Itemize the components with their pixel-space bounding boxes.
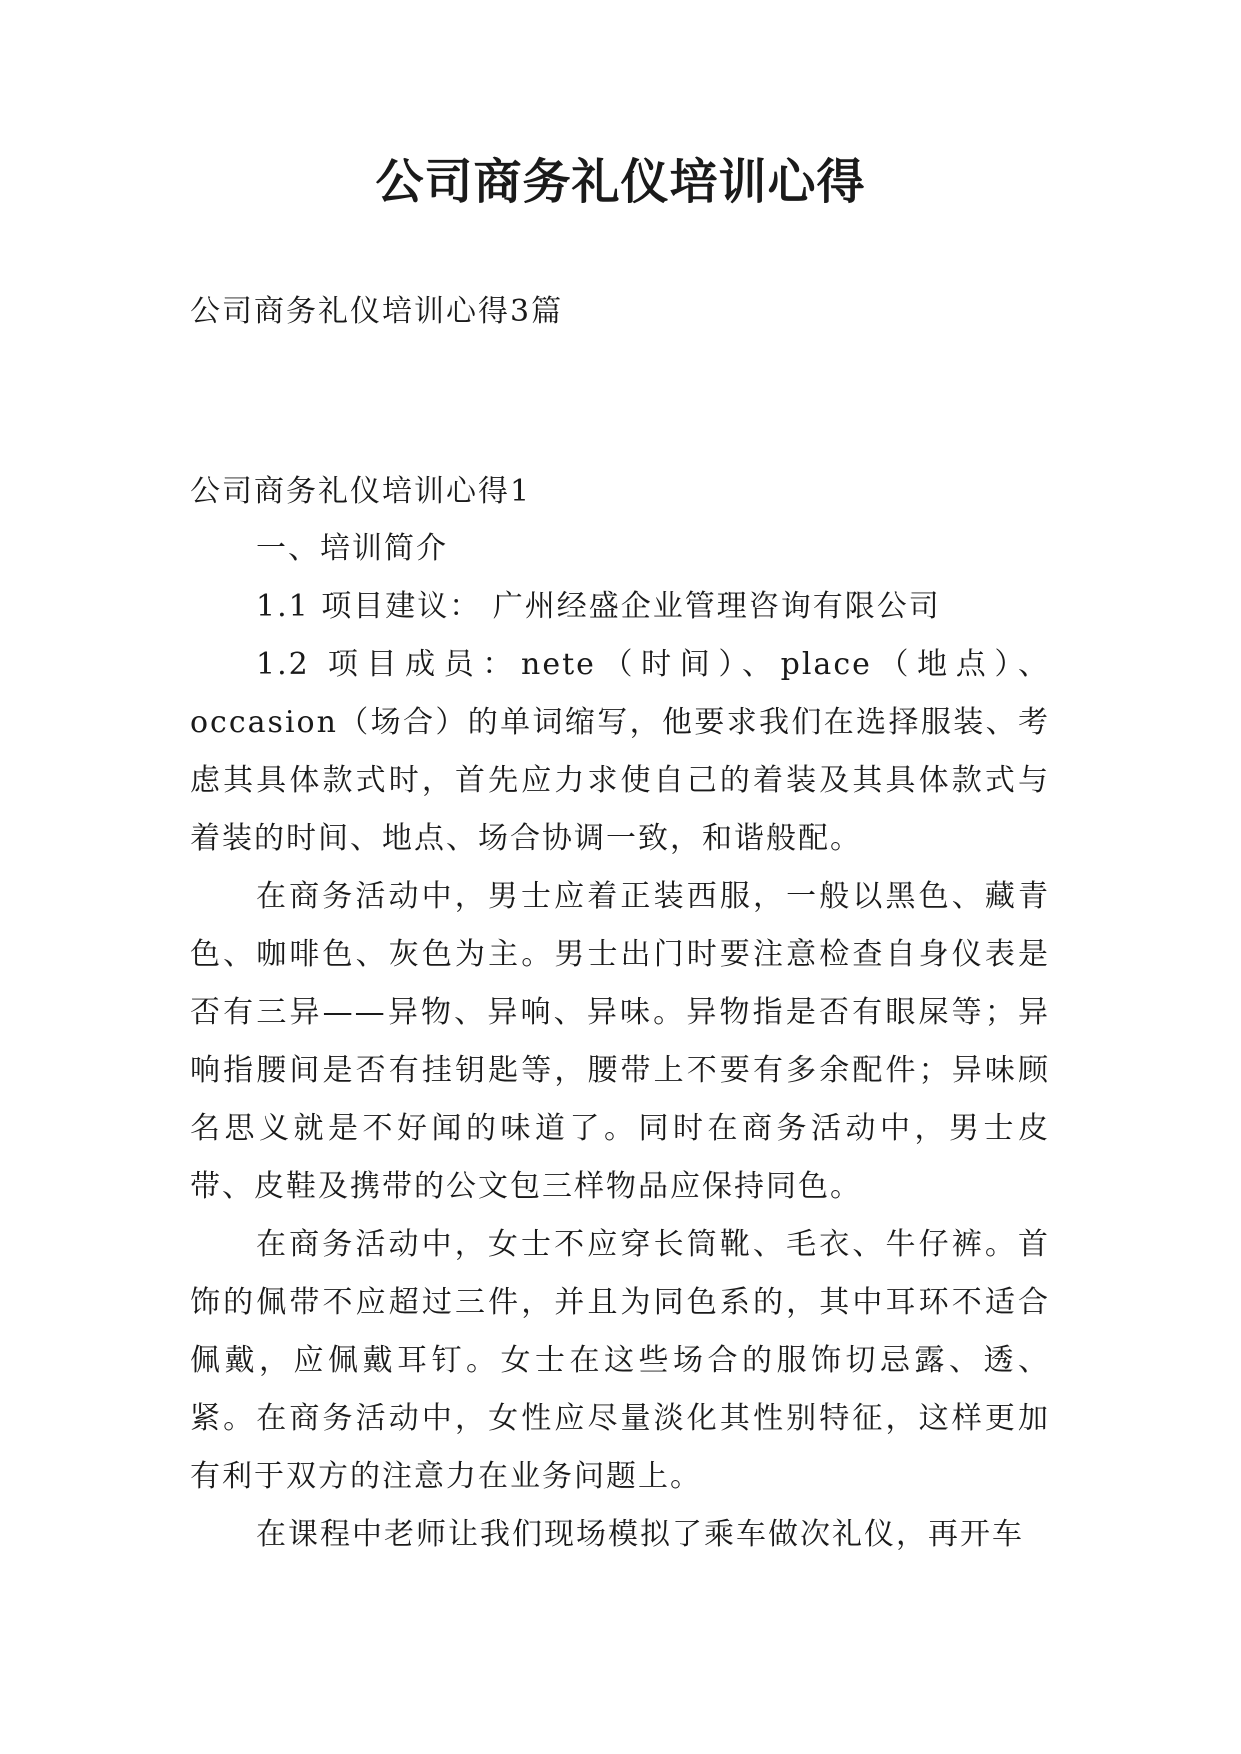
paragraph-project-suggestion: 1.1 项目建议： 广州经盛企业管理咨询有限公司 [256, 589, 941, 624]
paragraph-car-etiquette: 在课程中老师让我们现场模拟了乘车做次礼仪，再开车 [256, 1517, 1024, 1552]
paragraph-project-members: 1.2 项目成员：nete（时间）、place（地点）、occasion（场合）的单词缩写，他要求我们在选择服装、考虑其具体款式时，首先应力求使自己的着装及其具体款式与着装的时间、地点、场合协调一致，和谐般配。 [190, 647, 1050, 856]
document-subtitle: 公司商务礼仪培训心得3篇 [190, 294, 564, 329]
document-title: 公司商务礼仪培训心得 [375, 154, 866, 210]
paragraph-intro-heading: 一、培训简介 [256, 531, 448, 566]
section-heading: 公司商务礼仪培训心得1 [190, 474, 532, 509]
paragraph-women-attire: 在商务活动中，女士不应穿长筒靴、毛衣、牛仔裤。首饰的佩带不应超过三件，并且为同色系的，其中耳环不适合佩戴，应佩戴耳钉。女士在这些场合的服饰切忌露、透、紧。在商务活动中，女性应尽量淡化其性别特征，这样更加有利于双方的注意力在业务问题上。 [190, 1227, 1050, 1494]
paragraph-men-attire: 在商务活动中，男士应着正装西服，一般以黑色、藏青色、咖啡色、灰色为主。男士出门时要注意检查自身仪表是否有三异——异物、异响、异味。异物指是否有眼屎等；异响指腰间是否有挂钥匙等，腰带上不要有多余配件；异味顾名思义就是不好闻的味道了。同时在商务活动中，男士皮带、皮鞋及携带的公文包三样物品应保持同色。 [190, 879, 1050, 1204]
document-body [190, 520, 1050, 1564]
